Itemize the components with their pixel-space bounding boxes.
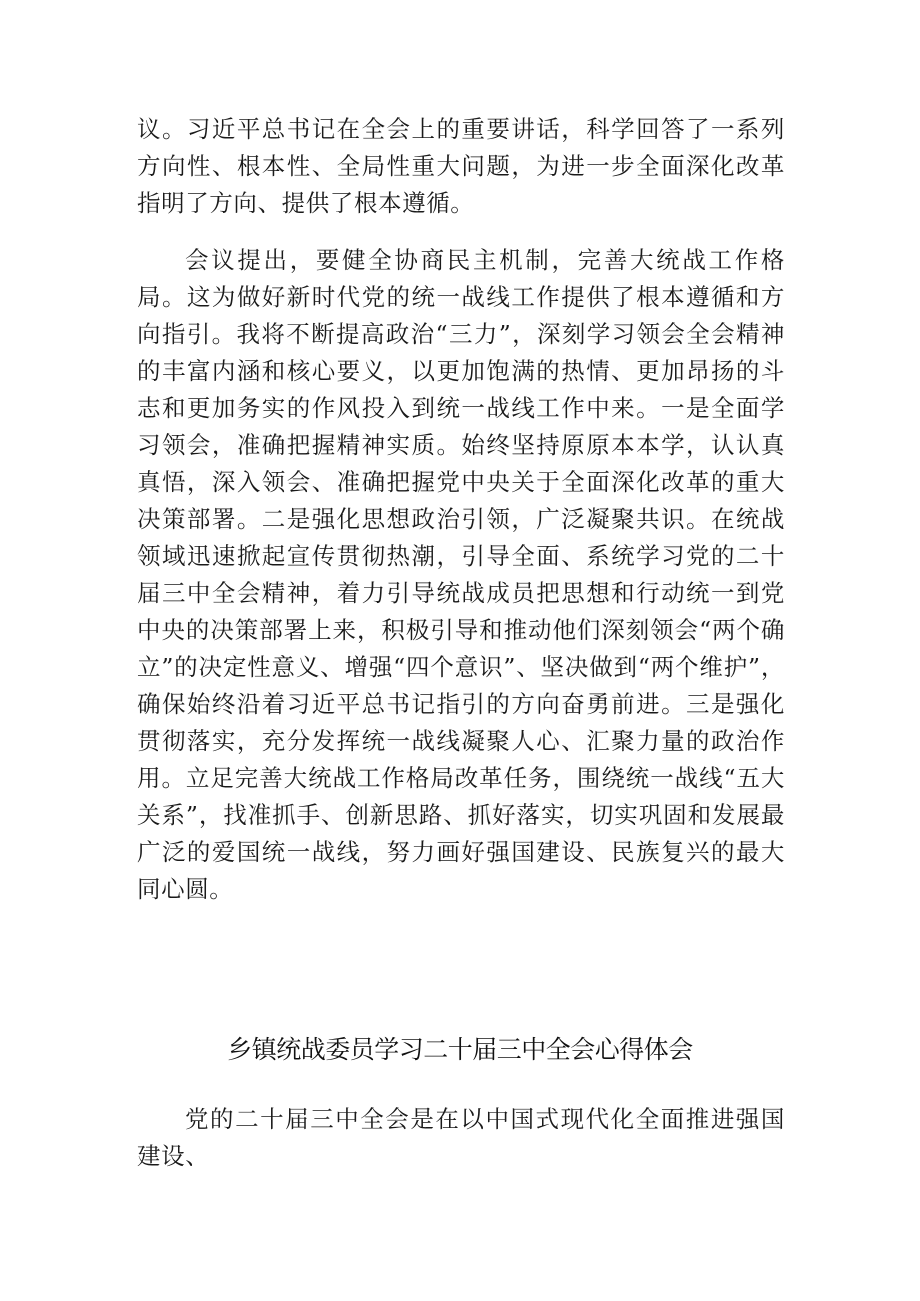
- section-title: 乡镇统战委员学习二十届三中全会心得体会: [227, 1035, 693, 1064]
- body-paragraph: 党的二十届三中全会是在以中国式现代化全面推进强国建设、: [137, 1105, 785, 1170]
- body-paragraph: 会议提出，要健全协商民主机制，完善大统战工作格局。这为做好新时代党的统一战线工作提供了根本遵循和方向指引。我将不断提高政治“三力”，深刻学习领会全会精神的丰富内涵和核心要义，以更加饱满的热情、更加昂扬的斗志和更加务实的作风投入到统一战线工作中来。一是全面学习领会，准确把握精神实质。始终坚持原原本本学，认认真真悟，深入领会、准确把握党中央关于全面深化改革的重大决策部署。二是强化思想政治引领，广泛凝聚共识。在统战领域迅速掀起宣传贯彻热潮，引导全面、系统学习党的二十届三中全会精神，着力引导统战成员把思想和行动统一到党中央的决策部署上来，积极引导和推动他们深刻领会“两个确立”的决定性意义、增强“四个意识”、坚决做到“两个维护”，确保始终沿着习近平总书记指引的方向奋勇前进。三是强化贯彻落实，充分发挥统一战线凝聚人心、汇聚力量的政治作用。立足完善大统战工作格局改革任务，围绕统一战线“五大关系”，找准抓手、创新思路、抓好落实，切实巩固和发展最广泛的爱国统一战线，努力画好强国建设、民族复兴的最大同心圆。: [137, 246, 785, 903]
- body-paragraph-continued: 议。习近平总书记在全会上的重要讲话，科学回答了一系列方向性、根本性、全局性重大问题，为进一步全面深化改革指明了方向、提供了根本遵循。: [137, 115, 785, 217]
